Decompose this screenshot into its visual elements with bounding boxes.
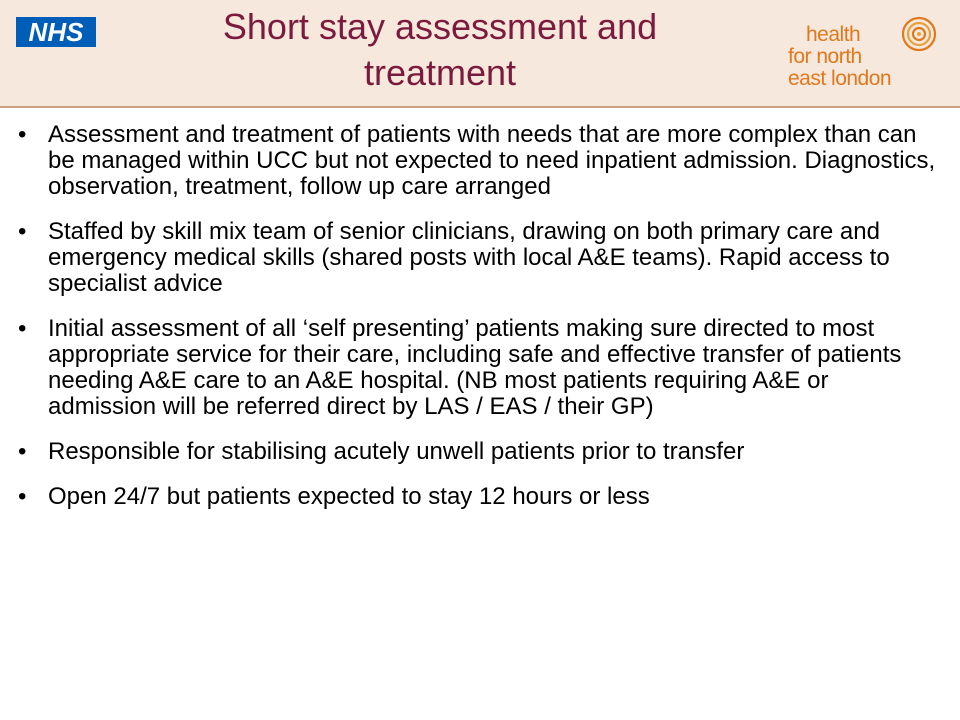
health-for-north-east-london-logo [776,14,946,98]
bullet-marker: • [18,483,27,510]
bullet-marker: • [18,438,27,465]
bullet-marker: • [18,315,27,342]
bullet-item [18,484,938,510]
bullet-item [18,439,938,465]
logo-line-1: health [806,23,861,46]
bullet-list [18,122,938,529]
bullet-text: Open 24/7 but patients expected to stay 12 hours or less [48,483,650,510]
nhs-logo: NHS [16,17,96,47]
bullet-item [18,316,938,420]
bullet-item [18,219,938,297]
bullet-text: Responsible for stabilising acutely unwell patients prior to transfer [48,438,745,465]
swirl-icon [901,16,937,52]
logo-line-2: for north [788,45,862,68]
bullet-text: Initial assessment of all ‘self presenting’ patients making sure directed to most appropriate service for their care, including safe and effective transfer of patients needing A&E care to an A&E hospital. (NB most patients requiring A&E or admission will be referred direct by LAS / EAS / their GP) [48,315,902,420]
slide-title: Short stay assessment and treatment [222,6,658,93]
bullet-marker: • [18,121,27,148]
bullet-text: Staffed by skill mix team of senior clinicians, drawing on both primary care and emergency medical skills (shared posts with local A&E teams). Rapid access to specialist advice [48,218,890,297]
bullet-marker: • [18,218,27,245]
bullet-text: Assessment and treatment of patients with needs that are more complex than can be managed within UCC but not expected to need inpatient admission. Diagnostics, observation, treatment, follow up care arranged [48,121,936,200]
logo-line-3: east london [788,67,892,90]
bullet-item [18,122,938,200]
